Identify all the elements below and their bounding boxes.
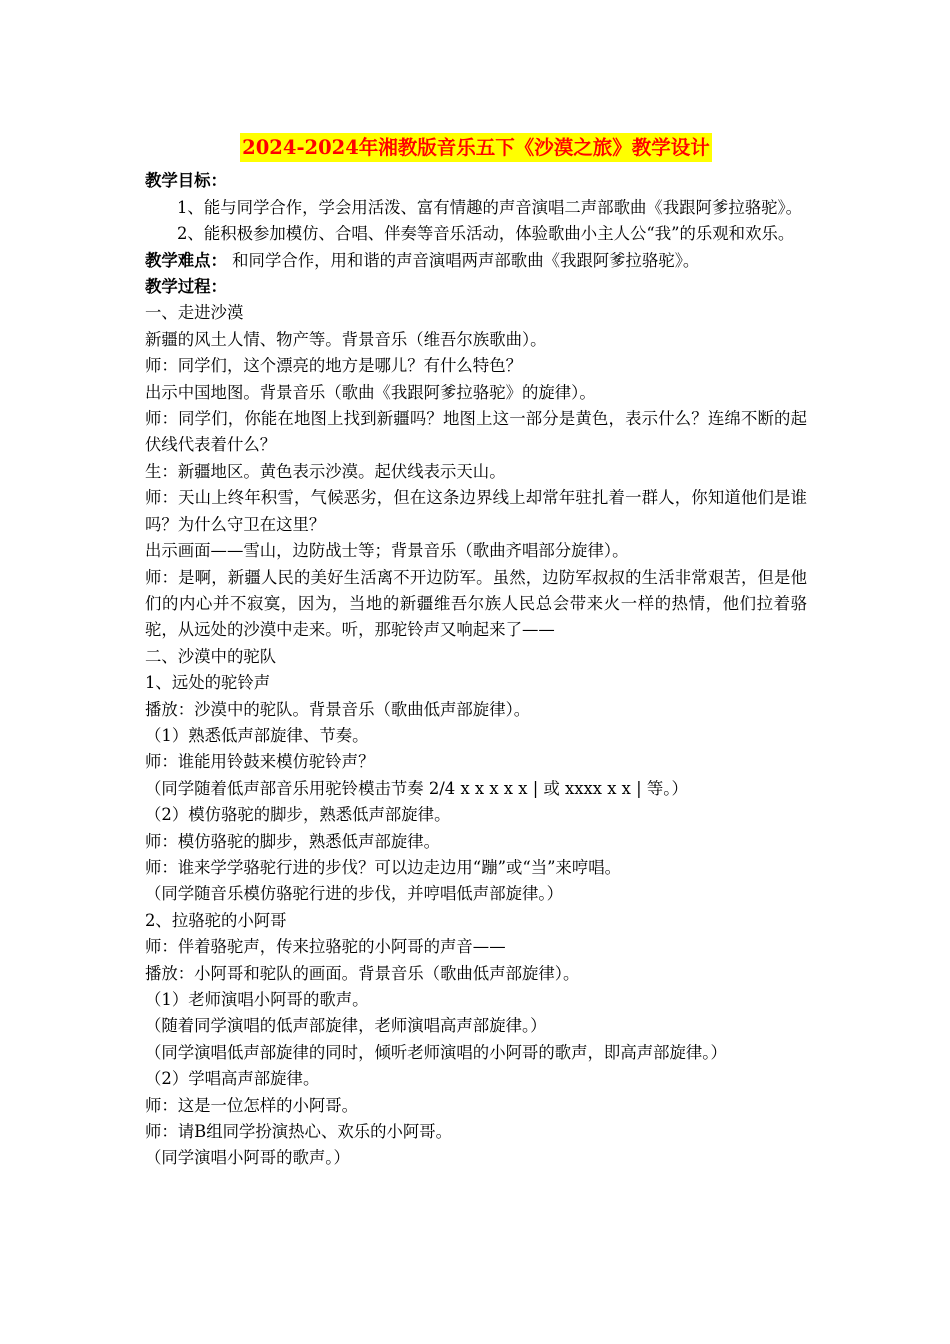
process-line: 新疆的风土人情、物产等。背景音乐（维吾尔族歌曲）。 — [145, 329, 547, 349]
process-heading: 教学过程： — [145, 277, 227, 297]
process-line: 师：天山上终年积雪，气候恶劣，但在这条边界线上却常年驻扎着一群人，你知道他们是谁吗？为什么守卫在这里？ — [145, 488, 807, 534]
process-line: 师：请B组同学扮演热心、欢乐的小阿哥。 — [145, 1122, 453, 1142]
process-line: （2）学唱高声部旋律。 — [145, 1069, 320, 1089]
process-line: （1）熟悉低声部旋律、节奏。 — [145, 725, 369, 745]
document-page — [145, 133, 807, 1172]
process-line: 师：谁来学学骆驼行进的步伐？可以边走边用“蹦”或“当”来哼唱。 — [145, 857, 622, 877]
process-line: 师：同学们，这个漂亮的地方是哪儿？有什么特色？ — [145, 356, 522, 376]
process-line: （2）模仿骆驼的脚步，熟悉低声部旋律。 — [145, 805, 451, 825]
process-line: 一、走进沙漠 — [145, 303, 244, 323]
process-line: 二、沙漠中的驼队 — [145, 646, 277, 666]
process-line: （同学演唱低声部旋律的同时，倾听老师演唱的小阿哥的歌声，即高声部旋律。） — [145, 1042, 727, 1062]
process-line: （随着同学演唱的低声部旋律，老师演唱高声部旋律。） — [145, 1016, 547, 1036]
process-line: 2、拉骆驼的小阿哥 — [145, 910, 287, 930]
difficulty-paragraph — [145, 248, 807, 274]
process-line: 播放：沙漠中的驼队。背景音乐（歌曲低声部旋律）。 — [145, 699, 531, 719]
process-line: 播放：小阿哥和驼队的画面。背景音乐（歌曲低声部旋律）。 — [145, 963, 580, 983]
document-title: 2024-2024年湘教版音乐五下《沙漠之旅》教学设计 — [240, 133, 712, 162]
process-line: 出示中国地图。背景音乐（歌曲《我跟阿爹拉骆驼》的旋律）。 — [145, 382, 596, 402]
process-line: 师：模仿骆驼的脚步，熟悉低声部旋律。 — [145, 831, 441, 851]
difficulty-text: 和同学合作，用和谐的声音演唱两声部歌曲《我跟阿爹拉骆驼》。 — [226, 250, 700, 270]
process-line: 出示画面——雪山，边防战士等；背景音乐（歌曲齐唱部分旋律）。 — [145, 541, 629, 561]
process-line: 师：谁能用铃鼓来模仿驼铃声？ — [145, 752, 375, 772]
process-line: 生：新疆地区。黄色表示沙漠。起伏线表示天山。 — [145, 461, 506, 481]
goal-item-1: 1、能与同学合作，学会用活泼、富有情趣的声音演唱二声部歌曲《我跟阿爹拉骆驼》。 — [177, 197, 803, 217]
process-line: 1、远处的驼铃声 — [145, 673, 271, 693]
process-line: （同学演唱小阿哥的歌声。） — [145, 1148, 350, 1168]
goal-item-2: 2、能积极参加模仿、合唱、伴奏等音乐活动，体验歌曲小主人公“我”的乐观和欢乐。 — [177, 224, 795, 244]
goals-heading: 教学目标： — [145, 171, 227, 191]
process-line: 师：伴着骆驼声，传来拉骆驼的小阿哥的声音—— — [145, 937, 506, 957]
difficulty-heading: 教学难点： — [145, 250, 227, 270]
title-container — [145, 133, 807, 162]
process-line: 师：同学们，你能在地图上找到新疆吗？地图上这一部分是黄色，表示什么？连绵不断的起伏线代表着什么？ — [145, 409, 807, 455]
process-line: 师：是啊，新疆人民的美好生活离不开边防军。虽然，边防军叔叔的生活非常艰苦，但是他们的内心并不寂寞，因为，当地的新疆维吾尔族人民总会带来火一样的热情，他们拉着骆驼，从远处的沙漠中走来。听，那驼铃声又响起来了—— — [145, 567, 807, 640]
process-line: （同学随着低声部音乐用驼铃模击节奏 2/4 x x x x x | 或 xxxx x x | 等。） — [145, 778, 688, 798]
process-line: （同学随音乐模仿骆驼行进的步伐，并哼唱低声部旋律。） — [145, 884, 563, 904]
process-line: （1）老师演唱小阿哥的歌声。 — [145, 990, 369, 1009]
process-line: 师：这是一位怎样的小阿哥。 — [145, 1095, 359, 1115]
